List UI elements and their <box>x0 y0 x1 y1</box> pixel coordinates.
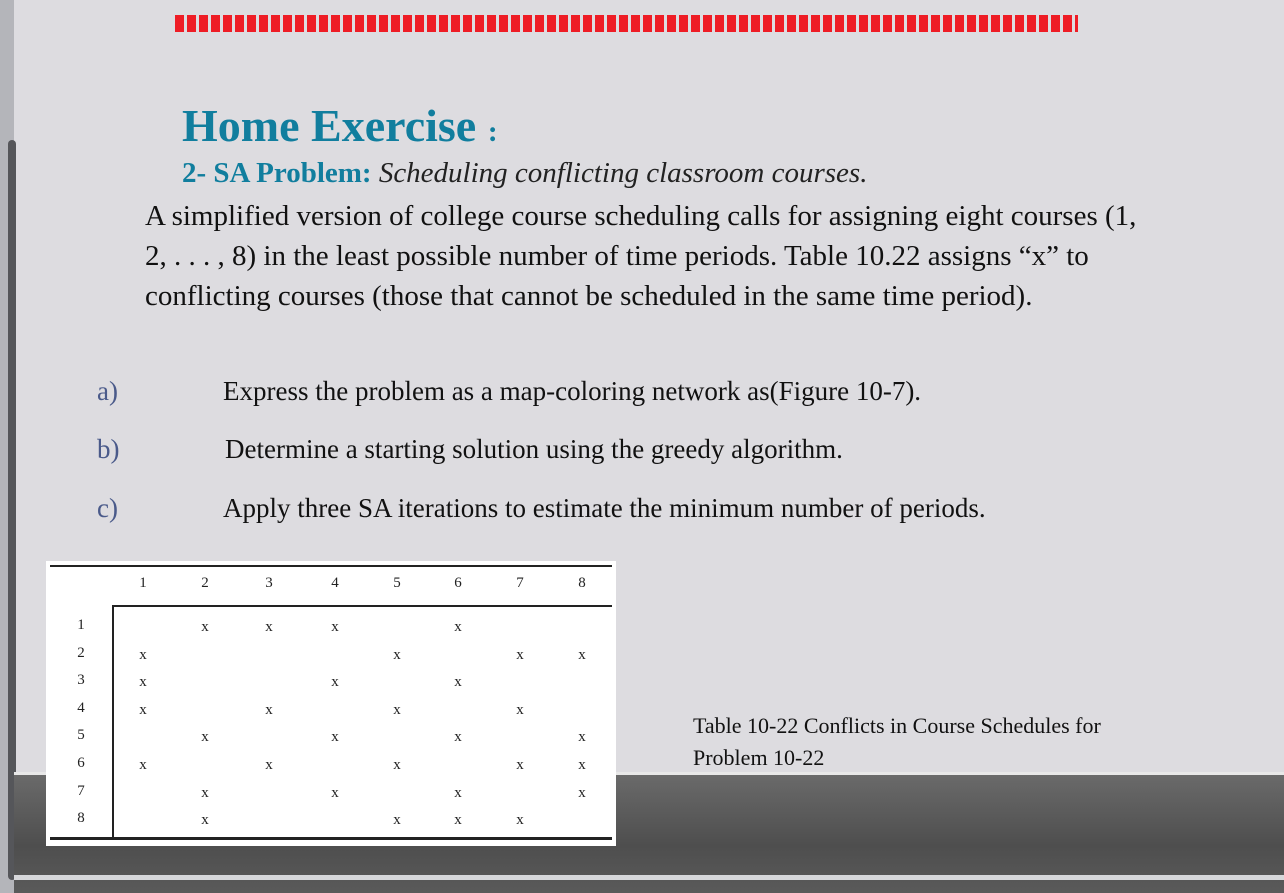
table-cell: x <box>516 757 524 773</box>
subtitle <box>182 156 867 190</box>
table-header-rule <box>112 605 612 607</box>
item-label: b) <box>97 434 120 464</box>
item-label: c) <box>97 493 118 523</box>
table-cell: x <box>454 729 462 746</box>
row-header: 1 <box>77 617 85 633</box>
problem-paragraph: A simplified version of college course scheduling calls for assigning eight courses (1, 2, . . . , 8) in the least possible number of time periods. Table 10.22 assigns “x” to conflicting courses (those that cannot be scheduled in the same time period). <box>145 200 1137 312</box>
row-header: 7 <box>77 782 85 799</box>
table-caption: Table 10-22 Conflicts in Course Schedules for Problem 10-22 <box>693 713 1101 770</box>
table-top-rule <box>50 565 612 567</box>
scrollbar[interactable] <box>8 140 16 880</box>
row-header: 5 <box>77 727 85 744</box>
table-cell: x <box>454 812 462 829</box>
title-suffix: : <box>487 115 498 148</box>
table-cell: x <box>454 619 462 635</box>
table-cell: x <box>454 784 462 801</box>
table-cell: x <box>393 701 401 718</box>
column-header: 7 <box>516 575 524 591</box>
table-cell: x <box>516 812 524 829</box>
table-cell: x <box>454 674 462 691</box>
table-cell: x <box>578 784 586 801</box>
table-cell: x <box>201 729 209 746</box>
table-cell: x <box>201 784 209 801</box>
row-header: 6 <box>77 755 85 771</box>
row-header: 3 <box>77 672 85 689</box>
column-header: 2 <box>201 575 209 591</box>
row-header: 4 <box>77 699 85 716</box>
item-text: Express the problem as a map-coloring network as(Figure 10-7). <box>223 376 922 406</box>
decorative-red-bar <box>175 15 1078 32</box>
column-header: 4 <box>331 575 339 591</box>
column-header: 6 <box>454 575 462 591</box>
table-cell: x <box>578 729 586 746</box>
bottom-divider <box>14 875 1284 880</box>
table-row-header-rule <box>112 605 114 838</box>
table-cell: x <box>265 619 273 635</box>
table-cell: x <box>393 646 401 663</box>
row-header: 8 <box>77 810 85 827</box>
table-cell: x <box>578 757 586 773</box>
item-text: Apply three SA iterations to estimate the minimum number of periods. <box>223 493 986 523</box>
page-title <box>182 100 498 158</box>
table-cell: x <box>578 646 586 663</box>
subtitle-label: 2- SA Problem: <box>182 157 372 189</box>
table-cell: x <box>201 812 209 829</box>
table-cell: x <box>265 757 273 773</box>
table-cell: x <box>331 729 339 746</box>
table-cell: x <box>516 701 524 718</box>
table-cell: x <box>139 674 147 691</box>
table-cell: x <box>331 674 339 691</box>
table-cell: x <box>331 619 339 635</box>
item-label: a) <box>97 376 118 406</box>
table-cell: x <box>393 757 401 773</box>
conflict-table <box>46 561 616 846</box>
table-bottom-rule <box>50 837 612 840</box>
item-text: Determine a starting solution using the greedy algorithm. <box>225 434 843 464</box>
subtitle-text: Scheduling conflicting classroom courses. <box>378 157 868 189</box>
row-header: 2 <box>77 644 85 661</box>
table-cell: x <box>265 701 273 718</box>
table-cell: x <box>139 646 147 663</box>
column-header: 8 <box>578 575 586 591</box>
column-header: 3 <box>265 575 273 591</box>
table-cell: x <box>201 619 209 635</box>
table-cell: x <box>139 757 147 773</box>
column-header: 1 <box>139 575 147 591</box>
table-cell: x <box>331 784 339 801</box>
table-cell: x <box>516 646 524 663</box>
table-cell: x <box>393 812 401 829</box>
table-cell: x <box>139 701 147 718</box>
title-text: Home Exercise <box>182 100 477 151</box>
column-header: 5 <box>393 575 401 591</box>
